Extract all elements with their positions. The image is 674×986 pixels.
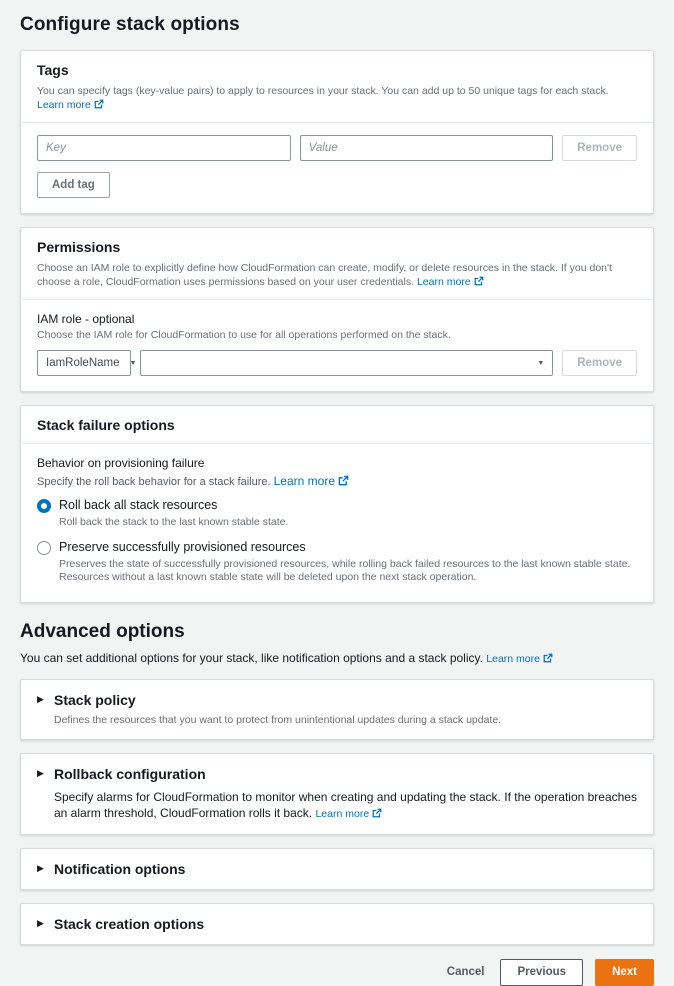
radio-option-preserve-resources[interactable] [37,540,637,585]
stack-failure-card-content [21,444,653,602]
permissions-card-header [21,228,653,300]
stack-failure-options-card [20,405,654,603]
next-button[interactable]: Next [595,959,654,986]
wizard-footer [20,959,654,986]
stack-failure-learn-more-link[interactable]: Learn more [274,474,349,488]
expand-caret-icon: ▶ [37,768,44,778]
notification-options-card [20,848,654,890]
rollback-configuration-title: Rollback configuration [54,765,206,782]
tag-key-input[interactable] [37,135,291,161]
radio-button-selected[interactable] [37,499,51,513]
radio-button-unselected[interactable] [37,541,51,555]
external-link-icon [338,475,349,486]
external-link-icon [543,653,553,663]
stack-policy-title: Stack policy [54,691,136,708]
radio-label: Roll back all stack resources [59,498,218,512]
chevron-down-icon: ▼ [537,359,545,367]
advanced-learn-more-link[interactable]: Learn more [486,653,553,665]
provisioning-failure-description: Specify the roll back behavior for a stack failure. Learn more [37,474,637,488]
expand-caret-icon: ▶ [37,863,44,873]
iam-role-remove-button[interactable]: Remove [562,350,637,376]
provisioning-failure-label: Behavior on provisioning failure [37,456,205,470]
stack-creation-options-title: Stack creation options [54,915,205,932]
page-title: Configure stack options [20,14,240,35]
radio-option-rollback-all[interactable] [37,498,637,530]
permissions-card-content [21,300,653,391]
advanced-options-title: Advanced options [20,620,185,642]
tags-description: You can specify tags (key-value pairs) to apply to resources in your stack. You can add up to 50 unique tags for each stack. Learn more [37,85,609,111]
stack-creation-options-expand-header[interactable] [37,916,637,932]
rollback-configuration-card [20,753,654,835]
iam-role-description: Choose the IAM role for CloudFormation to use for all operations performed on the stack. [37,329,451,341]
expand-caret-icon: ▶ [37,918,44,928]
radio-description: Preserves the state of successfully provisioned resources, while rolling back failed resources to the last known stable state. Resources without a last known stable state will be deleted upon the next stack operation. [59,557,631,583]
tags-card-header [21,51,653,123]
previous-button[interactable]: Previous [500,959,583,986]
tags-card [20,50,654,214]
stack-creation-options-card [20,903,654,945]
tags-learn-more-link[interactable]: Learn more [37,99,104,111]
stack-policy-expand-header[interactable] [37,692,637,708]
add-tag-button[interactable]: Add tag [37,172,110,198]
tag-remove-button[interactable]: Remove [562,135,637,161]
cancel-button[interactable]: Cancel [443,959,489,985]
rollback-configuration-description: Specify alarms for CloudFormation to monitor when creating and updating the stack. If the operation breaches an alarm threshold, CloudFormation rolls it back. Learn more [54,789,637,820]
permissions-description: Choose an IAM role to explicitly define how CloudFormation can create, modify, or delete resources in the stack. If you don't choose a role, CloudFormation uses permissions based on your user credentials. Learn more [37,262,612,288]
rollback-configuration-expand-header[interactable] [37,766,637,782]
radio-label: Preserve successfully provisioned resources [59,539,306,554]
notification-options-expand-header[interactable] [37,861,637,877]
iam-role-type-select[interactable]: IamRoleName ▼ [37,350,131,376]
external-link-icon [372,808,382,818]
stack-failure-card-header [21,406,653,444]
expand-caret-icon: ▶ [37,694,44,704]
permissions-card [20,227,654,392]
permissions-title: Permissions [37,239,121,255]
tags-title: Tags [37,62,69,78]
notification-options-title: Notification options [54,860,186,877]
iam-role-label: IAM role - optional [37,312,135,326]
permissions-learn-more-link[interactable]: Learn more [417,276,484,288]
advanced-options-description: You can set additional options for your stack, like notification options and a stack policy. Learn more [20,651,654,665]
stack-failure-title: Stack failure options [37,417,175,433]
stack-policy-description: Defines the resources that you want to protect from unintentional updates during a stack update. [54,713,502,726]
radio-description: Roll back the stack to the last known stable state. [59,516,289,528]
external-link-icon [474,276,484,286]
chevron-down-icon: ▼ [129,359,137,367]
stack-policy-card [20,679,654,740]
tags-card-content [21,123,653,213]
rollback-learn-more-link[interactable]: Learn more [315,808,382,820]
external-link-icon [94,99,104,109]
iam-role-name-select[interactable] [140,350,553,376]
tag-value-input[interactable] [300,135,554,161]
